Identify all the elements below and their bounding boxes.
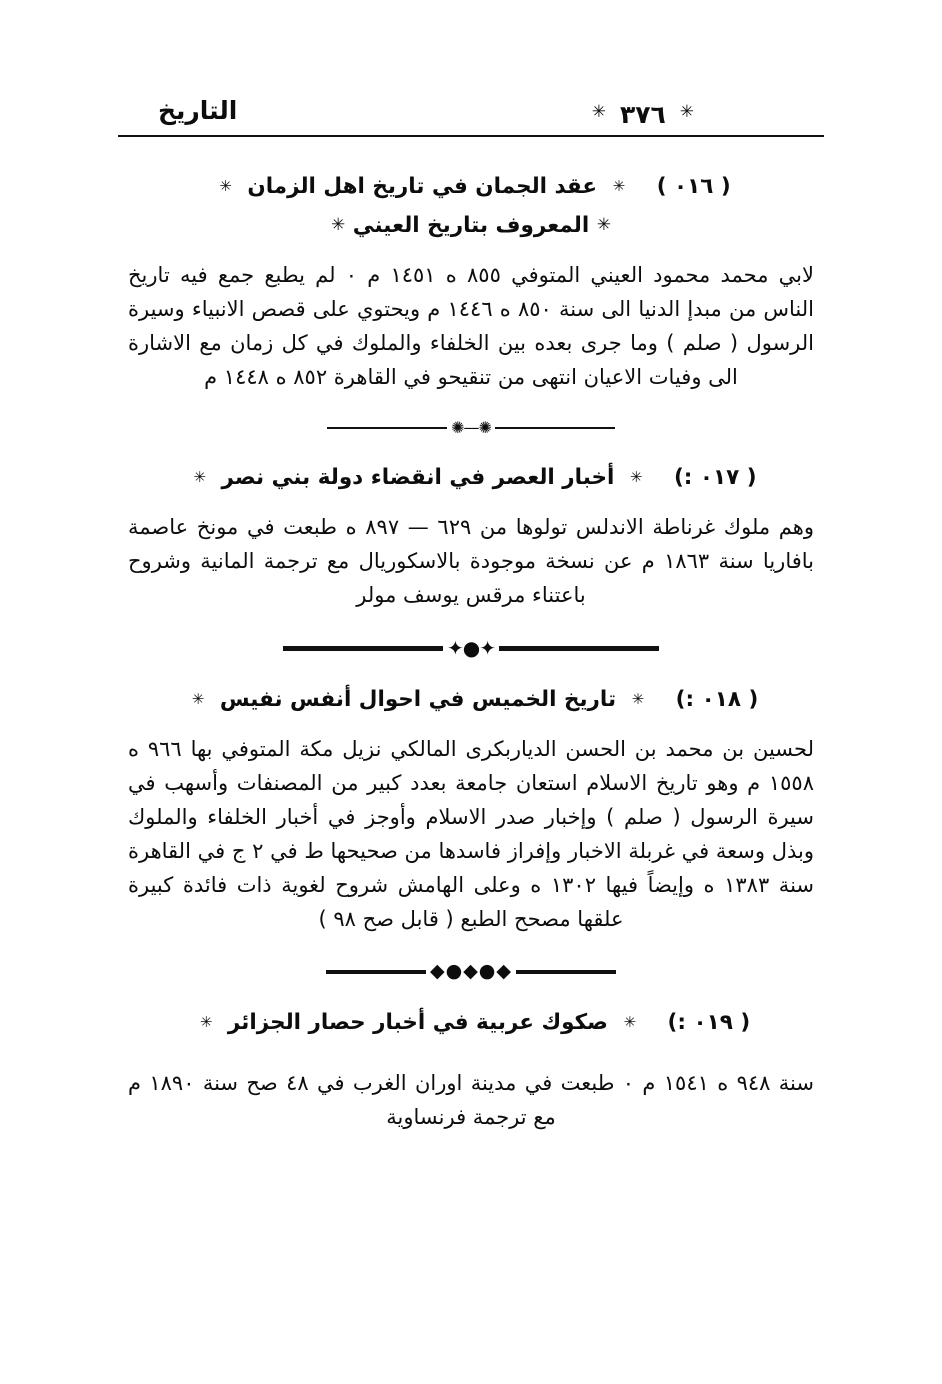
entry-017 [118,462,824,612]
star-ornament-icon: ✳ [193,467,206,486]
entry-subtitle-line [118,209,824,243]
section-title: التاريخ [158,96,238,125]
entry-body-text: لابي محمد محمود العيني المتوفي ٨٥٥ ه ١٤٥١ م ٠ لم يطبع جمع فيه تاريخ الناس من مبدإ الدنيا الى سنة ٨٥٠ ه ١٤٤٦ م ويحتوي على قصص الانبياء وسيرة الرسول ( صلم ) وما جرى بعده بين الخلفاء والملوك في كل زمان مع الاشارة الى وفيات الاعيان انتهى من تنقيحو في القاهرة ٨٥٢ ه ١٤٤٨ م [128,262,814,389]
entry-019 [118,1007,824,1133]
entry-title-line [118,171,824,203]
star-ornament-icon: ✳ [591,102,606,122]
ornament-divider [118,417,824,437]
ornament-line [327,427,447,429]
star-ornament-icon: ✳ [631,690,645,708]
spacer [118,1046,824,1066]
entry-number: ( ٠١٦ ) [656,174,731,199]
entry-title-line [118,684,824,716]
entry-body-text: سنة ٩٤٨ ه ١٥٤١ م ٠ طبعت في مدينة اوران الغرب في ٤٨ صح سنة ١٨٩٠ م مع ترجمة فرنساوية [128,1070,814,1129]
entry-number: ( ٠١٩ :) [667,1010,751,1036]
ornament-line [326,970,426,974]
entry-title-line [118,1007,824,1039]
star-ornament-icon: ✳ [331,215,346,236]
spacer [118,722,824,732]
spacer [118,500,824,510]
ornament-line [283,646,443,651]
entry-title-text: عقد الجمان في تاريخ اهل الزمان [247,174,598,199]
entry-title-text: أخبار العصر في انقضاء دولة بني نصر [221,464,615,490]
ornament-knot-icon: ✦●✦ [447,636,495,660]
entry-subtitle-text: المعروف بتاريخ العيني [352,213,590,239]
star-ornament-icon: ✳ [612,177,626,195]
entry-018 [118,684,824,936]
entry-title-text: صكوك عربية في أخبار حصار الجزائر [227,1010,608,1036]
star-ornament-icon: ✳ [191,690,205,708]
entry-body-text: لحسين بن محمد بن الحسن الدياربكرى المالكي نزيل مكة المتوفي بها ٩٦٦ ه ١٥٥٨ م وهو تاريخ الاسلام استعان جامعة بعدد كبير من المصنفات وأسهب في سيرة الرسول ( صلم ) وإخبار صدر الاسلام وأوجز في أخبار الخلفاء والملوك وبذل وسعة في غربلة الاخبار وإفراز فاسدها من صحيحها ط في ٢ ج في القاهرة سنة ١٣٨٣ ه وإيضاً فيها ١٣٠٢ ه وعلى الهامش شروح لغوية ذات فائدة كبيرة علقها مصحح الطبع ( قابل صح ٩٨ ) [128,737,815,932]
ornament-line [495,427,615,429]
folio-number-group [592,100,694,129]
ornament-divider [118,638,824,658]
entry-016 [118,171,824,394]
star-ornament-icon: ✳ [679,102,694,122]
entry-title-text: تاريخ الخميس في احوال أنفس نفيس [219,687,617,712]
header-rule [118,135,824,137]
ornament-line [516,970,616,974]
entry-body-text: وهم ملوك غرناطة الاندلس تولوها من ٦٢٩ — ٨٩٧ ه طبعت في مونخ عاصمة بافاريا سنة ١٨٦٣ م عن نسخة موجودة بالاسكوريال مع ترجمة المانية وشروح باعتناء مرقس يوسف مولر [128,514,814,607]
page-header [118,96,824,129]
star-ornament-icon: ✳ [629,467,643,486]
ornament-divider [118,962,824,981]
folio-number: ٣٧٦ [619,100,666,129]
star-ornament-icon: ✳ [596,215,611,236]
entry-title-line [118,462,824,494]
entry-number: ( ٠١٨ :) [675,687,759,712]
ornament-knot-icon: ✺—✺ [451,417,491,437]
entry-number: ( ٠١٧ :) [673,464,757,490]
ornament-knot-icon: ◆●◆●◆ [430,960,512,983]
star-ornament-icon: ✳ [219,177,232,195]
star-ornament-icon: ✳ [623,1013,637,1032]
ornament-line [499,646,659,651]
star-ornament-icon: ✳ [199,1013,213,1032]
